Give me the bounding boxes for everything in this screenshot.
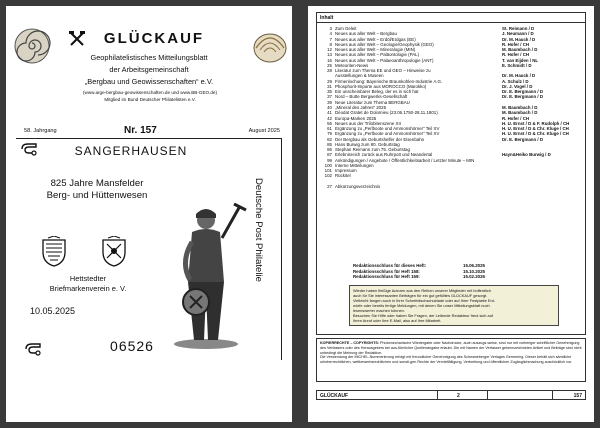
coat-of-arms-icon [40,236,68,268]
notice-line: Besuchen Sie Hilfe oder haben Sie Fragen, der Leitende Redakteur freut sich auf [353,313,493,318]
toc-title: Literatur zum Thema EE und GEO – Hinweise zu [335,68,431,74]
toc-page: 35 [327,89,332,95]
toc-page: 27 [327,183,332,189]
toc-author: A. Schulz / D [502,78,529,84]
toc-page: 28 [327,68,332,74]
copyright-heading: KOPIERRECHTE – COPYRIGHTS: [320,341,380,345]
toc-author: H. U. Ernst / D & Chr. Kluge / CH [502,131,569,137]
stamp-club [22,274,154,294]
toc-title: Neues aus aller Welt – Paläontologie (PAL) [335,52,420,58]
posthorn-icon [20,142,38,156]
notice-line: Wieder haben fleißige Autoren aus den Reihen unserer Mitglieder mit hoffentlich [353,288,491,293]
toc-entry [320,184,584,189]
contents-box [316,12,586,335]
toc-title: Rückitel [335,173,351,179]
coat-of-arms-icon [100,236,128,268]
issue-date: August 2025 [248,128,280,134]
toc-title: Hans Burwig zum 80. Geburtstag [335,141,400,147]
toc-page: 7 [329,36,332,42]
masthead-small-print [30,90,270,103]
deadline-date: 15.10.2025 [463,268,485,274]
toc-page: 99 [327,157,332,163]
toc-page: 31 [327,83,332,89]
stamp-vertical-text: Deutsche Post Philatelie [253,178,264,282]
toc-page: 61 [327,126,332,132]
posthorn-icon [24,342,42,356]
toc-author: Hayn&Heiko Burwig / D [502,152,551,158]
toc-author: R. Hofer / CH [502,41,530,47]
toc-page: 101 [324,168,332,174]
notice-line: würfe oder bereits fertige Meldungen, mit denen Sie unser Mitteilungsblatt noch [353,303,490,308]
cover-page [6,6,292,422]
toc-page: 40 [327,104,332,110]
toc-page: 100 [324,162,332,168]
deadline-label: Redaktionsschluss für Heft 159: [353,274,420,279]
toc-title: Europa-Marken 2025 [335,115,377,121]
toc-title: Neues aus aller Welt – Erdöl/Erdgas (EE) [335,36,416,42]
deadline-date: 15.02.2026 [463,274,485,279]
toc-page: 87 [327,152,332,158]
toc-author: Dr. J. Vogel / D [502,83,533,89]
footer-divider [552,391,553,399]
toc-author: St. Reimann / D [502,26,535,31]
toc-title: „Mineral des Jahres“ 2025 [335,104,387,110]
toc-title: Zum Geleit [335,26,357,31]
footer-divider [437,391,438,399]
deadline-label: Redaktionsschluss für dieses Heft: [353,263,427,268]
toc-title: Ein unscheinbarer Beleg, der es in sich hat [335,89,419,95]
notice-line: Ihren Anruf oder Ihre E-Mail, also auf Ihre Mitarbeit. [353,318,442,323]
volume: 58. Jahrgang [24,128,57,134]
authors-notice [349,285,559,326]
toc-page: 12 [327,47,332,53]
membership-line: Mitglied im Bund Deutscher Philatelisten e.V. [104,96,196,102]
toc-page: 85 [327,141,332,147]
toc-author: H. U. Ernst / D & F. Rudolph / CH [502,120,570,126]
toc-author: Dr. E. Bergmann / D [502,94,543,100]
toc-title: Meteoriten-News [335,62,369,68]
deadline-label: Redaktionsschluss für Heft 158: [353,268,420,274]
toc-page: 37 [327,94,332,100]
issue-number: Nr. 157 [124,125,157,136]
toc-page: 16 [327,57,332,63]
toc-page: 25 [327,62,332,68]
toc-title: Ergänzung zu „Perlboote und Ammonshörner“ Teil XV [335,131,440,137]
toc-title: Stephan Reimann zum 75. Geburtstag [335,147,410,153]
toc-page: 39 [327,99,332,105]
toc-title: Ergänzung zu „Perlboote und Ammonshörner“ Teil XV [335,126,440,132]
footer-issue: 157 [573,392,582,399]
contents-page [308,6,594,422]
page-footer [316,390,586,400]
event-line: Berg- und Hüttenwesen [46,190,148,201]
contents-list [320,26,584,189]
toc-title: Impressum [335,168,357,174]
toc-title: Neues aus aller Welt – Palaeoanthropologie (ANT) [335,57,434,63]
toc-page: 3 [329,26,332,31]
toc-author: Dr. M. Hauck / D [502,73,536,79]
toc-page: 41 [327,110,332,116]
toc-page: 4 [329,31,332,37]
footer-divider [487,391,488,399]
subtitle-line: der Arbeitsgemeinschaft [109,65,189,74]
toc-title: Neues aus aller Welt – Bergbau [335,31,397,37]
toc-author: J. Neumann / D [502,31,534,37]
deadline-row [353,274,533,280]
toc-title: Neue Literatur zum Thema BERGBAU [335,99,410,105]
toc-author: Dr. M. Hauck / D [502,36,536,42]
notice-line: Vielleicht fangen auch in Ihrer Schreibtischschublade oder auf Ihrer Festplatte Ent- [353,298,496,303]
deadlines [353,263,533,280]
postmark-stamp [16,138,282,360]
masthead-subtitle [50,52,248,88]
deadline-date: 15.06.2025 [463,263,485,268]
notice-line: lesenswerter machen können. [353,308,405,313]
club-line: Hettstedter [69,274,107,283]
toc-title: Neues aus aller Welt – Mineralogie (MIN) [335,47,416,53]
magazine-title: GLÜCKAUF [103,30,205,47]
website-line: (www.arge-bergbau-geowissenschaften.de und www.BB-GEO.de) [82,90,218,95]
shell-icon [250,26,290,66]
toc-page: 86 [327,147,332,153]
toc-title: Ankündigungen / Angebote / Öffentlichkeitsarbeit / Letzter Minute – MIN [335,157,475,163]
toc-title: Interne Mitteilungen [335,162,374,168]
miner-figure [166,202,248,350]
toc-author: M. Baumbach / D [502,110,538,116]
toc-title: Déodat Gratet de Dolomieu (23.06.1750-28.11.1801) [335,110,438,116]
ammonite-icon [12,26,52,66]
toc-author: M. Baumbach / D [502,104,538,110]
footer-title: GLÜCKAUF [320,392,349,399]
toc-title: Ausstellungen & Museen [335,73,384,79]
toc-title: Der Bergbau als Geburtshelfer der Eisenbahn [335,136,425,142]
toc-page: 8 [329,41,332,47]
toc-page: 102 [324,173,332,179]
stamp-city: SANGERHAUSEN [74,144,188,158]
toc-page: 56 [327,120,332,126]
toc-title: Firmenlochung: Bayerische Braunkohlen-Industrie A.G. [335,78,443,84]
toc-page: 29 [327,78,332,84]
toc-author: R. Hofer / CH [502,52,530,58]
toc-title: Abkürzungsverzeichnis [335,183,381,189]
club-line: Briefmarkenverein e. V. [49,284,127,293]
stamp-date: 10.05.2025 [30,306,76,316]
event-line: 825 Jahre Mansfelder [50,178,144,189]
toc-author: T. van Eijden / NL [502,57,539,63]
copyright-text: Photomechanische Wiedergabe oder Nachdrucke, auch auszugs-weise, sind nur mit vorheriger schriftlicher Genehmigung des Verfassers oder des Herausgebers bei aus-führlicher Quellenangabe erlaubt. Die mit Namen der Verfasser gekennzeichneten Artikel und Beiträge sind nicht unbedingt die Meinung der Redaktion. [320,341,582,355]
toc-author: Dr. E. Bergmann / D [502,89,543,95]
toc-title: Neues aus aller Welt – Geologie/Geophysik (GEO) [335,41,434,47]
toc-title: Neues aus der Trilobitenszene XII [335,120,401,126]
toc-title: Phosphorit-Importe aus MOROCCO (Marokko) [335,83,427,89]
toc-title: Nord – Butte Bergwerks-Gesellschaft [335,94,408,100]
toc-title: Erlebnisreich zurück aus Ruhrpott und Neandertal [335,152,433,158]
notice-line: auch für Sie interessanten Beiträgen für ein gut gefülltes GLÜCKAUF gesorgt. [353,293,488,298]
toc-page: 42 [327,115,332,121]
stamp-event [22,178,172,202]
toc-author: Dr. E. Bergmann / D [502,136,543,142]
toc-author: M. Baumbach / D [502,47,538,53]
toc-author: H. U. Ernst / D & Chr. Kluge / CH [502,126,569,132]
copyright-box [316,338,586,382]
stamp-postcode: 06526 [110,338,154,354]
toc-author: E. Schmidt / D [502,62,532,68]
copyright-text-2: Die Verwendung der MICHEL-Nummerierung erfolgt mit freundlicher Genehmigung des Schwaneberger Verlages Germering. Dieser behält sich sämtliche urheberrechtlichen, wettbewerbsrechtlichen und sonsti-gen Rechte der Vervielfältigung, Verbreitung und öffentlichen Zugänglichmachung ausdrücklich vor. [320,355,573,365]
subtitle-line: Geophilatelistisches Mitteilungsblatt [90,53,208,62]
toc-page: 82 [327,136,332,142]
subtitle-line: „Bergbau und Geowissenschaften“ e.V. [84,77,214,86]
toc-page: 79 [327,131,332,137]
footer-page: 2 [457,392,460,399]
toc-page: 13 [327,52,332,58]
contents-heading: Inhalt [317,13,585,23]
toc-author: R. Hofer / CH [502,115,530,121]
